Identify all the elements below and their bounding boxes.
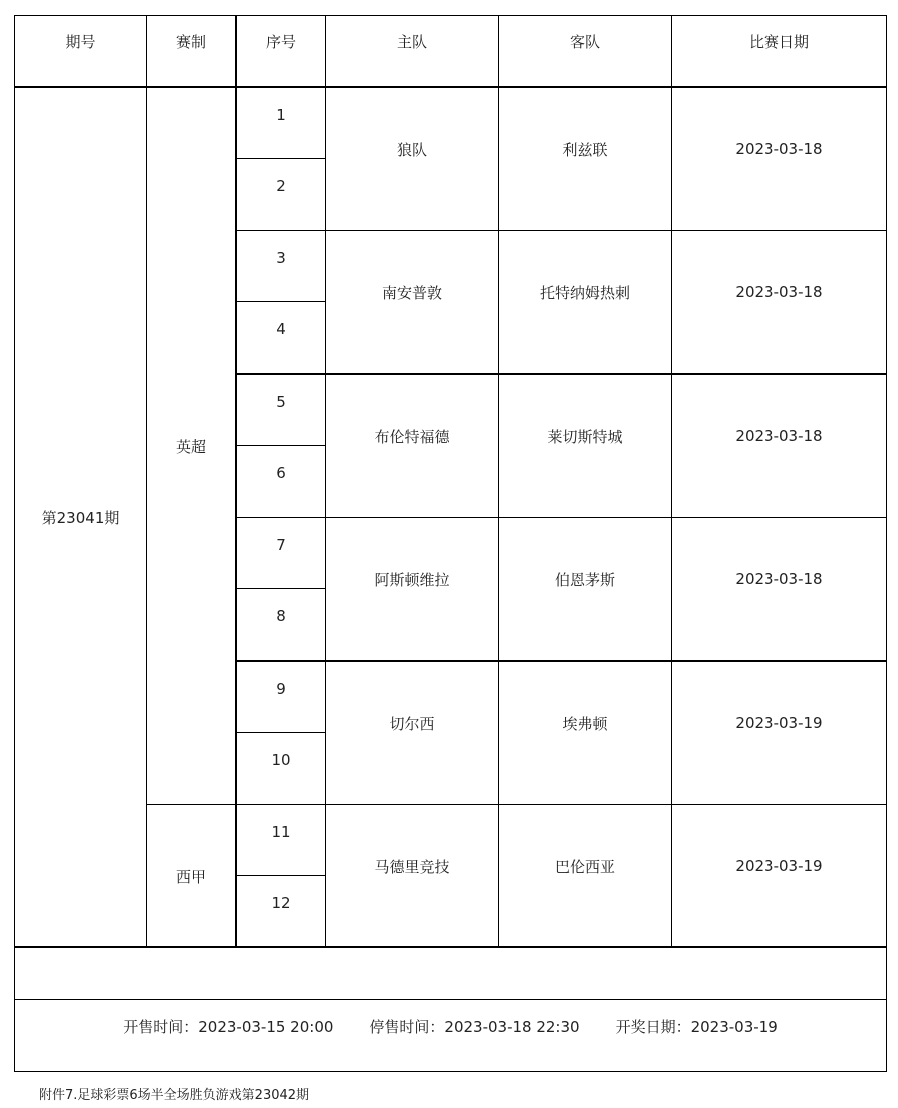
match-date: 2023-03-19 <box>735 857 823 875</box>
match-away-team: 巴伦西亚 <box>554 857 615 876</box>
index-number: 6 <box>276 464 286 482</box>
table-rule <box>236 158 326 159</box>
index-number: 10 <box>271 751 291 769</box>
match-away-team: 托特纳姆热刺 <box>539 283 630 302</box>
match-home-team: 切尔西 <box>389 714 435 733</box>
index-number: 9 <box>276 680 286 698</box>
index-number: 3 <box>276 249 286 267</box>
competition-la-liga: 西甲 <box>175 867 206 886</box>
table-rule <box>236 517 887 518</box>
index-number: 5 <box>276 393 286 411</box>
sale-start-time: 开售时间：2023-03-15 20:00 <box>123 1017 334 1036</box>
match-home-team: 阿斯顿维拉 <box>374 570 450 589</box>
sale-info-row <box>15 1000 886 1052</box>
match-date: 2023-03-19 <box>735 714 823 732</box>
table-rule <box>236 660 887 662</box>
table-rule <box>236 875 326 876</box>
index-number: 7 <box>276 536 286 554</box>
header-home: 主队 <box>396 32 427 51</box>
table-border <box>886 15 887 1072</box>
table-rule <box>235 15 237 947</box>
table-rule <box>236 732 326 733</box>
match-away-team: 利兹联 <box>562 140 608 159</box>
match-away-team: 莱切斯特城 <box>547 427 623 446</box>
header-index: 序号 <box>265 32 296 51</box>
table-rule <box>236 230 887 231</box>
match-home-team: 马德里竞技 <box>374 857 450 876</box>
header-away: 客队 <box>569 32 600 51</box>
index-number: 11 <box>271 823 291 841</box>
table-rule <box>14 999 887 1000</box>
match-home-team: 狼队 <box>396 140 427 159</box>
table-rule <box>146 15 147 947</box>
table-rule <box>236 445 326 446</box>
header-competition: 赛制 <box>175 32 206 51</box>
table-rule <box>498 15 499 947</box>
table-border <box>14 1071 887 1072</box>
index-number: 4 <box>276 320 286 338</box>
table-border <box>14 15 15 1072</box>
table-border <box>14 15 887 16</box>
draw-date: 开奖日期：2023-03-19 <box>615 1017 778 1036</box>
match-home-team: 布伦特福德 <box>374 427 450 446</box>
table-rule <box>325 15 326 947</box>
match-home-team: 南安普敦 <box>381 283 442 302</box>
index-number: 12 <box>271 894 291 912</box>
index-number: 8 <box>276 607 286 625</box>
match-date: 2023-03-18 <box>735 570 823 588</box>
table-rule <box>671 15 672 947</box>
issue-label: 第23041期 <box>41 509 120 527</box>
document-caption: 附件7.足球彩票6场半全场胜负游戏第23042期 <box>39 1088 310 1103</box>
index-number: 2 <box>276 177 286 195</box>
table-rule <box>236 588 326 589</box>
table-rule <box>236 373 887 375</box>
table-rule <box>236 301 326 302</box>
match-date: 2023-03-18 <box>735 140 823 158</box>
index-number: 1 <box>276 106 286 124</box>
match-away-team: 伯恩茅斯 <box>554 570 615 589</box>
table-rule <box>146 804 887 805</box>
sale-stop-time: 停售时间：2023-03-18 22:30 <box>369 1017 580 1036</box>
match-date: 2023-03-18 <box>735 283 823 301</box>
table-rule <box>14 946 887 948</box>
header-issue: 期号 <box>65 32 96 51</box>
header-date: 比赛日期 <box>748 32 809 51</box>
match-away-team: 埃弗顿 <box>562 714 608 733</box>
table-rule <box>14 86 887 88</box>
match-date: 2023-03-18 <box>735 427 823 445</box>
competition-premier-league: 英超 <box>175 437 206 456</box>
